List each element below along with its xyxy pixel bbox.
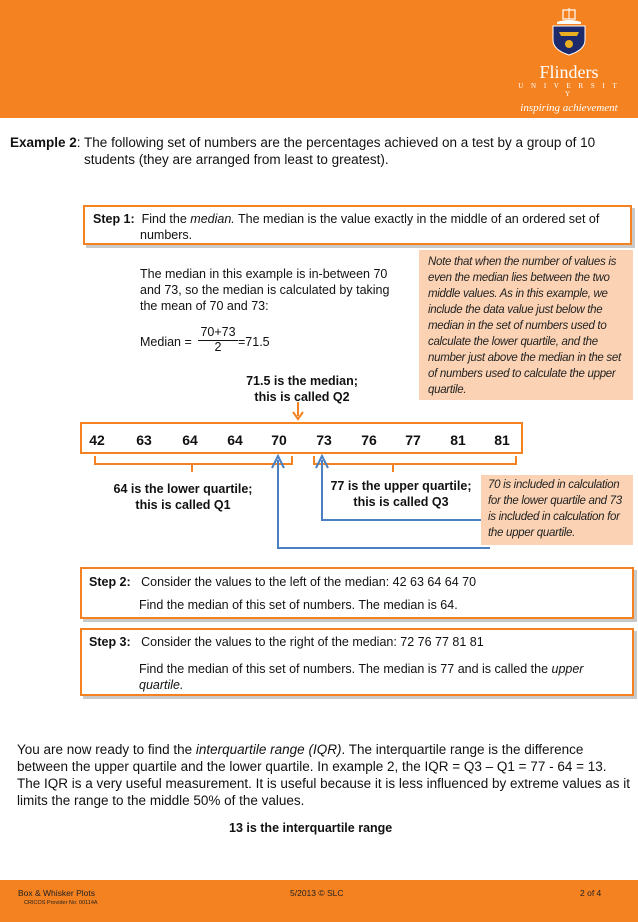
iqr-line1 xyxy=(17,741,635,758)
number-cell: 77 xyxy=(405,432,421,448)
footer-title: Box & Whisker Plots xyxy=(18,888,95,898)
intro-text: : The following set of numbers are the percentages achieved on a test by a group of 10 xyxy=(76,135,596,150)
quartile-note-line: is included in calculation for xyxy=(488,511,620,523)
iqr-paragraph xyxy=(17,741,635,809)
step1-line1 xyxy=(93,211,628,227)
median-label xyxy=(212,373,392,405)
median-note-line: include the data value just below the xyxy=(428,304,603,316)
median-result: =71.5 xyxy=(238,335,270,349)
step3-line3-em: quartile. xyxy=(139,678,184,692)
footer-cricos: CRICOS Provider No: 00114A xyxy=(24,900,98,906)
number-cell: 81 xyxy=(450,432,466,448)
number-cell: 70 xyxy=(271,432,287,448)
median-note-line: of numbers used to calculate the upper xyxy=(428,368,616,380)
iqr-line4: limits the range to the middle 50% of the values. xyxy=(17,793,305,808)
median-arrow-icon xyxy=(291,402,305,422)
fraction-numerator: 70+73 xyxy=(198,326,238,341)
iqr-line1b: . The interquartile range is the difference xyxy=(341,742,584,757)
median-explain-line3: the mean of 70 and 73: xyxy=(140,299,269,313)
median-note-line: even the median lies between the two xyxy=(428,272,610,284)
iqr-line1a: You are now ready to find the xyxy=(17,742,196,757)
median-note-line: calculate the lower quartile, and the xyxy=(428,336,598,348)
median-note-line: quartile. xyxy=(428,384,467,396)
q1-label-line1: 64 is the lower quartile; xyxy=(113,482,253,496)
median-note-line: middle values. As in this example, we xyxy=(428,288,608,300)
step2-line2: Find the median of this set of numbers. The median is 64. xyxy=(139,598,458,612)
q3-label-line1: 77 is the upper quartile; xyxy=(330,479,472,493)
logo-university: U N I V E R S I T Y xyxy=(518,82,620,98)
step1-text-a: Find the xyxy=(141,212,191,226)
median-explain-line2: and 73, so the median is calculated by taking xyxy=(140,283,390,297)
median-note-line: median in the set of numbers used to xyxy=(428,320,607,332)
step1-label: Step 1: xyxy=(93,212,135,226)
crest-icon xyxy=(547,8,591,56)
median-label-line1: 71.5 is the median; xyxy=(246,374,358,388)
number-cell: 76 xyxy=(361,432,377,448)
median-label-line2: this is called Q2 xyxy=(254,390,350,404)
footer-date: 5/2013 © SLC xyxy=(290,888,344,898)
step1-text-em: median. xyxy=(190,212,235,226)
quartile-note-line: for the lower quartile and 73 xyxy=(488,495,622,507)
example-label: Example 2 xyxy=(10,135,77,150)
university-logo xyxy=(514,8,624,114)
step3-line2-text: Find the median of this set of numbers. The median is 77 and is called the xyxy=(139,662,552,676)
q1-label-line2: this is called Q1 xyxy=(135,498,231,512)
median-note-line: Note that when the number of values is xyxy=(428,256,617,268)
logo-name: Flinders xyxy=(539,62,599,82)
step3-label: Step 3: xyxy=(89,635,131,649)
step2-label: Step 2: xyxy=(89,575,131,589)
iqr-line2: between the upper quartile and the lower quartile. In example 2, the IQR = Q3 – Q1 = 77 - 64 = 13. xyxy=(17,759,607,774)
iqr-term: interquartile range (IQR) xyxy=(195,742,342,757)
number-cell: 63 xyxy=(136,432,152,448)
step3-line2-em: upper xyxy=(551,662,584,676)
median-note xyxy=(419,250,633,400)
step3-line2 xyxy=(139,661,629,677)
median-note-line: number just above the median in the set xyxy=(428,352,621,364)
q3-label xyxy=(326,478,476,510)
step1-line2: numbers. xyxy=(140,228,193,242)
step1-text-b: The median is the value exactly in the middle of an ordered set of xyxy=(234,212,600,226)
fraction-denominator: 2 xyxy=(214,340,222,354)
quartile-note-line: the upper quartile. xyxy=(488,527,576,539)
step2-line1 xyxy=(89,574,629,590)
step3-line1 xyxy=(89,634,629,650)
median-explanation xyxy=(140,266,420,314)
step3-line3 xyxy=(139,677,183,693)
quartile-note xyxy=(481,475,633,545)
logo-tagline: inspiring achievement xyxy=(520,102,618,114)
intro-text-line2: students (they are arranged from least to greatest). xyxy=(84,152,389,167)
number-cell: 64 xyxy=(182,432,198,448)
footer-page: 2 of 4 xyxy=(580,888,602,898)
iqr-conclusion: 13 is the interquartile range xyxy=(229,821,393,835)
lower-bracket xyxy=(95,456,292,464)
footer-bar xyxy=(0,880,638,922)
step3-text: Consider the values to the right of the median: 72 76 77 81 81 xyxy=(141,635,484,649)
number-cell: 42 xyxy=(89,432,105,448)
step2-text: Consider the values to the left of the median: 42 63 64 64 70 xyxy=(141,575,477,589)
number-cell: 81 xyxy=(494,432,510,448)
q1-label xyxy=(98,481,268,513)
intro-paragraph xyxy=(10,134,635,151)
number-cell: 73 xyxy=(316,432,332,448)
median-explain-line1: The median in this example is in-between 70 xyxy=(140,267,388,281)
upper-bracket xyxy=(314,456,516,464)
number-cell: 64 xyxy=(227,432,243,448)
quartile-note-line: 70 is included in calculation xyxy=(488,479,620,491)
median-fraction xyxy=(198,326,238,354)
iqr-line3: The IQR is a very useful measurement. It is useful because it is less influenced by extreme values as it xyxy=(17,776,631,791)
median-formula-label: Median = xyxy=(140,335,192,349)
q3-label-line2: this is called Q3 xyxy=(353,495,449,509)
